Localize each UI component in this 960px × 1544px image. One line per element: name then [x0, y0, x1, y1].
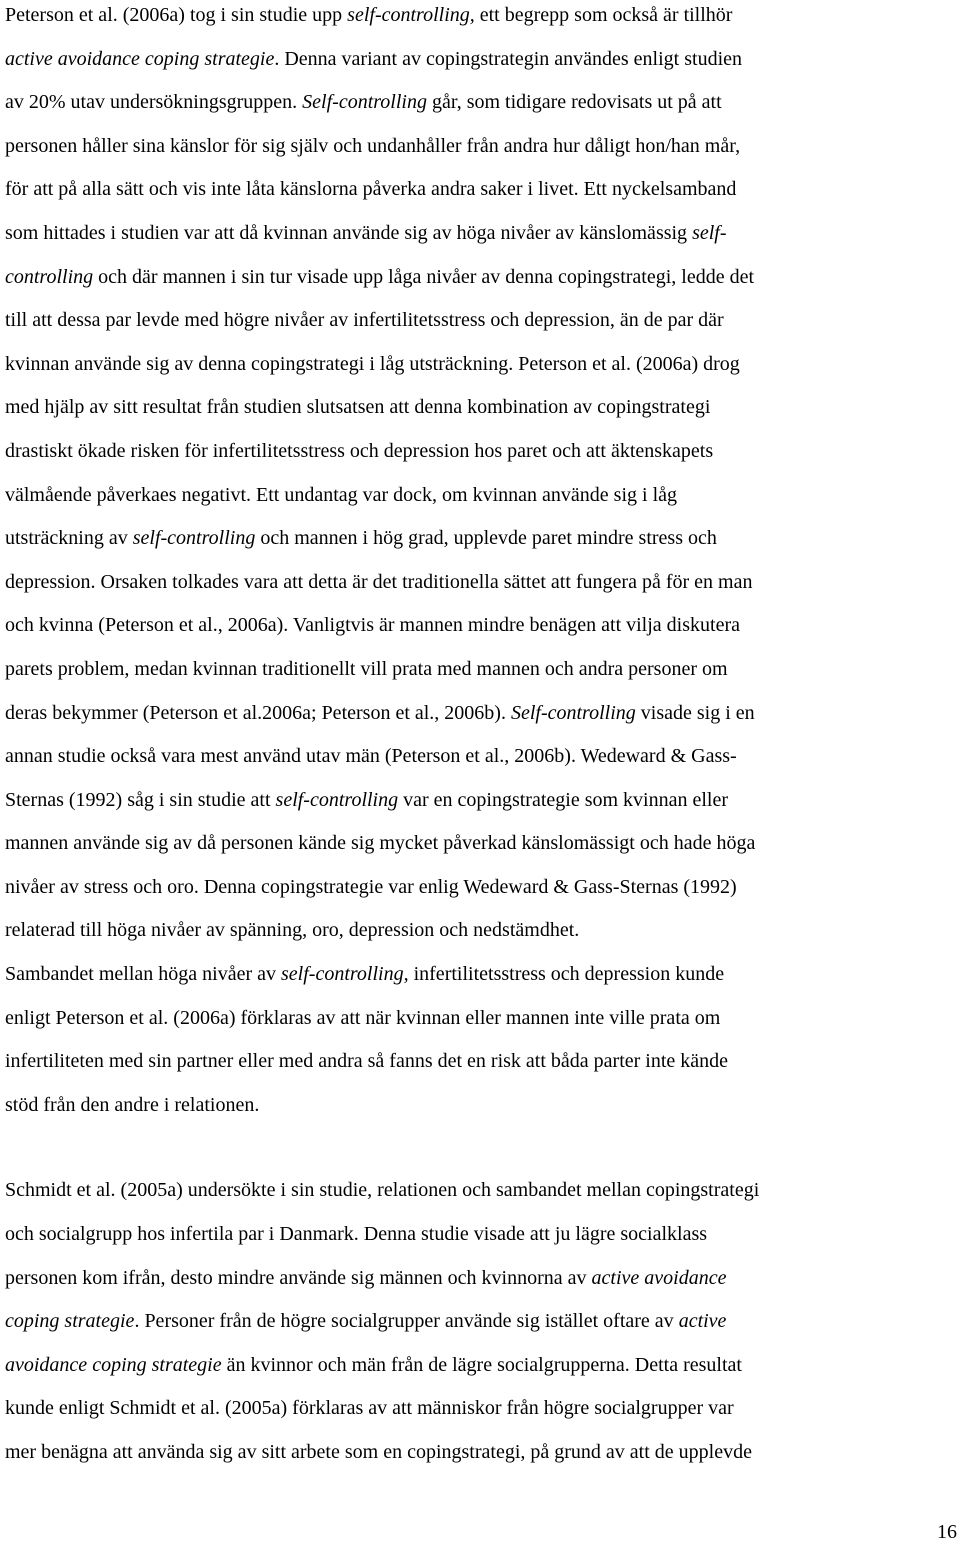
text-line: [5, 822, 957, 866]
text-line: [5, 1040, 957, 1084]
text-line: [5, 38, 957, 82]
text-run: enligt Peterson et al. (2006a) förklaras av att när kvinnan eller mannen inte ville prata om: [5, 1006, 721, 1029]
text-line: [5, 81, 957, 125]
text-run: depression. Orsaken tolkades vara att detta är det traditionella sättet att fungera på för en man: [5, 570, 753, 593]
italic-term: self-controlling: [132, 527, 256, 550]
italic-term: active: [678, 1310, 727, 1333]
text-run: deras bekymmer (Peterson et al.2006a; Peterson et al., 2006b).: [5, 701, 511, 724]
text-run: till att dessa par levde med högre nivåer av infertilitetsstress och depression, än de par där: [5, 309, 724, 332]
text-run: och mannen i hög grad, upplevde paret mindre stress och: [255, 527, 717, 550]
italic-term: active avoidance: [591, 1266, 727, 1289]
text-run: för att på alla sätt och vis inte låta känslorna påverka andra saker i livet. Ett nyckelsamband: [5, 178, 737, 201]
text-line: [5, 1344, 957, 1388]
text-run: personen håller sina känslor för sig själv och undanhåller från andra hur dåligt hon/han mår,: [5, 134, 741, 157]
italic-term: Self-controlling: [510, 701, 636, 724]
text-line: [5, 735, 957, 779]
text-run: och socialgrupp hos infertila par i Danmark. Denna studie visade att ju lägre socialklass: [5, 1223, 708, 1246]
text-run: med hjälp av sitt resultat från studien slutsatsen att denna kombination av copingstrategi: [5, 396, 711, 419]
text-line: [5, 212, 957, 256]
italic-term: Self-controlling: [302, 91, 427, 114]
text-run: ett begrepp som också är tillhör: [474, 4, 733, 26]
text-run: stöd från den andre i relationen.: [5, 1093, 260, 1116]
text-run: kunde enligt Schmidt et al. (2005a) förklaras av att människor från högre socialgrupper var: [5, 1397, 734, 1420]
text-line: [5, 909, 957, 953]
text-line: [5, 1213, 957, 1257]
italic-term: coping strategie: [5, 1310, 135, 1333]
page-number: 16: [937, 1521, 957, 1543]
text-run: var en copingstrategie som kvinnan eller: [398, 788, 729, 811]
text-line: [5, 692, 957, 736]
text-run: visade sig i en: [635, 701, 755, 724]
text-line: [5, 1169, 957, 1213]
body-paragraph-2: [5, 1169, 957, 1474]
italic-term: self-controlling,: [347, 4, 475, 26]
text-line: [5, 779, 957, 823]
text-line: [5, 256, 957, 300]
italic-term: self-controlling,: [281, 963, 409, 986]
body-paragraph-1: [5, 0, 957, 1127]
text-run: parets problem, medan kvinnan traditionellt vill prata med mannen och andra personer om: [5, 657, 728, 680]
text-line: [5, 299, 957, 343]
text-run: Peterson et al. (2006a) tog i sin studie upp: [5, 4, 348, 26]
text-run: går, som tidigare redovisats ut på att: [426, 91, 722, 114]
text-run: . Personer från de högre socialgrupper använde sig istället oftare av: [134, 1310, 679, 1333]
text-run: Sternas (1992) såg i sin studie att: [5, 788, 276, 811]
text-line: [5, 1257, 957, 1301]
text-line: [5, 1300, 957, 1344]
italic-term: avoidance coping strategie: [5, 1353, 222, 1376]
text-run: mer benägna att använda sig av sitt arbete som en copingstrategi, på grund av att de upplevde: [5, 1441, 752, 1463]
text-line: [5, 386, 957, 430]
text-line: [5, 997, 957, 1041]
text-run: som hittades i studien var att då kvinnan använde sig av höga nivåer av känslomässig: [5, 221, 693, 244]
text-run: och kvinna (Peterson et al., 2006a). Vanligtvis är mannen mindre benägen att vilja diskutera: [5, 614, 740, 637]
document-page: [5, 0, 957, 1475]
text-line: [5, 1084, 957, 1128]
text-run: kvinnan använde sig av denna copingstrategi i låg utsträckning. Peterson et al. (2006a) drog: [5, 352, 740, 375]
text-line: [5, 648, 957, 692]
text-line: [5, 168, 957, 212]
text-line: [5, 125, 957, 169]
text-run: Schmidt et al. (2005a) undersökte i sin studie, relationen och sambandet mellan copingstrategi: [5, 1179, 760, 1202]
text-run: relaterad till höga nivåer av spänning, oro, depression och nedstämdhet.: [5, 919, 580, 942]
text-line: [5, 1387, 957, 1431]
text-run: välmående påverkaes negativt. Ett undantag var dock, om kvinnan använde sig i låg: [5, 483, 678, 506]
italic-term: self-controlling: [275, 788, 399, 811]
text-run: mannen använde sig av då personen kände sig mycket påverkad känslomässigt och hade höga: [5, 832, 756, 855]
text-run: drastiskt ökade risken för infertilitetsstress och depression hos paret och att äktenskapets: [5, 439, 714, 462]
text-run: personen kom ifrån, desto mindre använde sig männen och kvinnorna av: [5, 1266, 592, 1289]
text-line: [5, 517, 957, 561]
text-run: nivåer av stress och oro. Denna copingstrategie var enlig Wedeward & Gass-Sternas (1992): [5, 875, 737, 898]
text-line: [5, 866, 957, 910]
text-run: annan studie också vara mest använd utav män (Peterson et al., 2006b). Wedeward & Gass-: [5, 745, 737, 768]
text-line: [5, 604, 957, 648]
italic-term: self-: [692, 221, 727, 244]
text-line: [5, 474, 957, 518]
text-line: [5, 953, 957, 997]
text-line: [5, 0, 957, 38]
text-run: . Denna variant av copingstrategin användes enligt studien: [274, 47, 742, 70]
italic-term: active avoidance coping strategie: [5, 47, 275, 70]
text-line: [5, 343, 957, 387]
text-run: Sambandet mellan höga nivåer av: [5, 963, 282, 986]
text-line: [5, 561, 957, 605]
text-line: [5, 1431, 957, 1475]
text-run: infertiliteten med sin partner eller med andra så fanns det en risk att båda parter inte kände: [5, 1050, 729, 1073]
italic-term: controlling: [5, 265, 94, 288]
text-run: av 20% utav undersökningsgruppen.: [5, 91, 303, 114]
text-run: än kvinnor och män från de lägre socialgrupperna. Detta resultat: [221, 1353, 742, 1376]
text-line: [5, 430, 957, 474]
text-run: och där mannen i sin tur visade upp låga nivåer av denna copingstrategi, ledde det: [93, 265, 755, 288]
text-run: infertilitetsstress och depression kunde: [408, 963, 725, 986]
text-run: utsträckning av: [5, 527, 133, 550]
